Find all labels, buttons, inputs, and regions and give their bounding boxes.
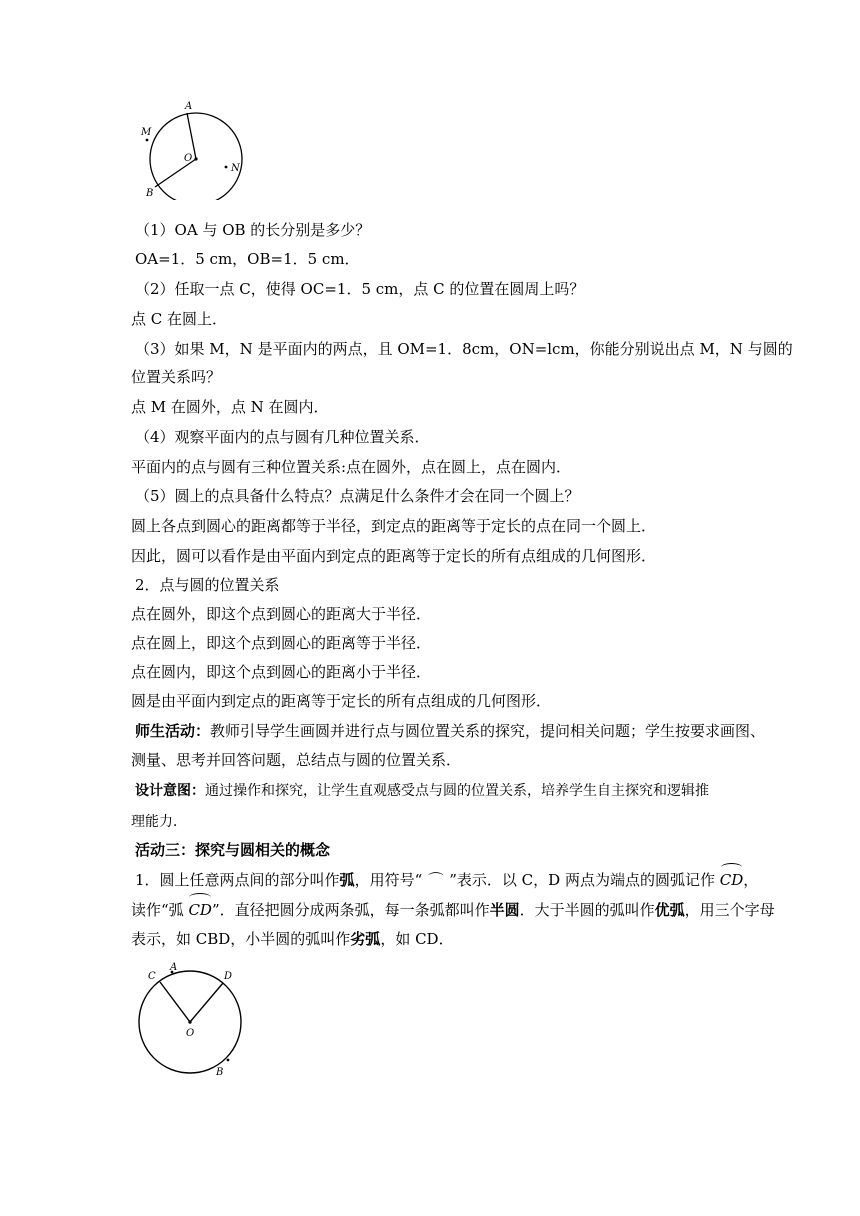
center-point: [194, 157, 197, 160]
circle-figure-2: [136, 962, 266, 1082]
arc-paragraph-line-3: [0, 929, 860, 949]
question-3-line-2: 位置关系吗？: [131, 368, 222, 386]
answer-5: 圆上各点到圆心的距离都等于半径，到定点的距离等于定长的点在同一个圆上．: [131, 517, 657, 535]
circle-definition: 圆是由平面内到定点的距离等于定长的所有点组成的几何图形．: [131, 692, 552, 710]
arc-text: ，如 CD．: [380, 930, 454, 948]
term-arc: 弧: [339, 871, 355, 889]
arc-cd: CD: [719, 871, 744, 889]
arc-paragraph-line-2: [0, 900, 860, 920]
point-on: 点在圆上，即这个点到圆心的距离等于半径．: [131, 634, 432, 652]
activity-3-heading: 活动三：探究与圆相关的概念: [135, 841, 331, 859]
label-o: O: [184, 153, 193, 164]
activity-label: 师生活动：: [135, 722, 211, 740]
question-1: （1）OA 与 OB 的长分别是多少？: [135, 221, 371, 239]
design-intent: [0, 781, 860, 801]
point-b: [227, 1059, 230, 1062]
answer-2: 点 C 在圆上．: [131, 310, 228, 328]
label-b: B: [146, 188, 154, 199]
answer-4: 平面内的点与圆有三种位置关系:点在圆外，点在圆上，点在圆内．: [131, 458, 572, 476]
term-minor-arc: 劣弧: [350, 930, 381, 948]
question-2: （2）任取一点 C，使得 OC=1．5 cm，点 C 的位置在圆周上吗？: [135, 280, 585, 298]
arc-text: ，用三个字母: [684, 901, 775, 919]
arc-paragraph-line-1: [0, 870, 860, 890]
section-2-heading: 2．点与圆的位置关系: [135, 576, 280, 594]
question-4: （4）观察平面内的点与圆有几种位置关系．: [135, 428, 430, 446]
design-label: 设计意图：: [135, 783, 205, 799]
label-b: B: [216, 1067, 224, 1078]
label-d: D: [224, 971, 233, 982]
activity-text-2: 测量、思考并回答问题，总结点与圆的位置关系．: [131, 751, 462, 769]
question-3-line-1: （3）如果 M，N 是平面内的两点，且 OM=1．8cm，ON=lcm，你能分别说出点 M，N 与圆的: [135, 340, 793, 358]
point-m: [146, 139, 149, 142]
circle-figure-1: [135, 98, 255, 200]
point-outside: 点在圆外，即这个点到圆心的距离大于半径．: [131, 605, 432, 623]
teacher-student-activity: [0, 721, 860, 741]
label-a: A: [185, 101, 193, 112]
arc-text: 读作“弧: [131, 901, 189, 919]
arc-text: ，: [743, 871, 759, 889]
design-text-1: 通过操作和探究，让学生直观感受点与圆的位置关系，培养学生自主探究和逻辑推: [205, 783, 709, 799]
label-a: A: [170, 962, 178, 973]
term-major-arc: 优弧: [654, 901, 685, 919]
arc-text: ”．直径把圆分成两条弧，每一条弧都叫作: [211, 901, 490, 919]
arc-text: ”表示．以 C，D 两点为端点的圆弧记作: [449, 871, 720, 889]
conclusion: 因此，圆可以看作是由平面内到定点的距离等于定长的所有点组成的几何图形．: [131, 547, 657, 565]
arc-text: 表示，如 CBD，小半圆的弧叫作: [131, 930, 351, 948]
arc-text: 1．圆上任意两点间的部分叫作: [135, 871, 340, 889]
answer-1: OA=1．5 cm，OB=1．5 cm．: [135, 250, 360, 268]
center-point: [188, 1020, 191, 1023]
label-c: C: [148, 971, 156, 982]
arc-cd: CD: [188, 901, 212, 919]
label-o: O: [186, 1028, 195, 1039]
radius-od: [190, 983, 223, 1022]
arc-text: ，用符号“: [354, 871, 423, 889]
point-n: [225, 166, 228, 169]
arc-symbol: ⌒: [428, 871, 444, 889]
point-inside: 点在圆内，即这个点到圆心的距离小于半径．: [131, 663, 432, 681]
term-semicircle: 半圆: [489, 901, 520, 919]
label-m: M: [141, 127, 152, 138]
label-n: N: [231, 163, 240, 174]
question-5: （5）圆上的点具备什么特点？点满足什么条件才会在同一个圆上？: [135, 487, 580, 505]
design-text-2: 理能力．: [131, 814, 187, 830]
answer-3: 点 M 在圆外，点 N 在圆内．: [131, 398, 329, 416]
activity-text-1: 教师引导学生画圆并进行点与圆位置关系的探究，提问相关问题；学生按要求画图、: [210, 722, 766, 740]
radius-oc: [160, 982, 190, 1022]
arc-text: ．大于半圆的弧叫作: [519, 901, 655, 919]
